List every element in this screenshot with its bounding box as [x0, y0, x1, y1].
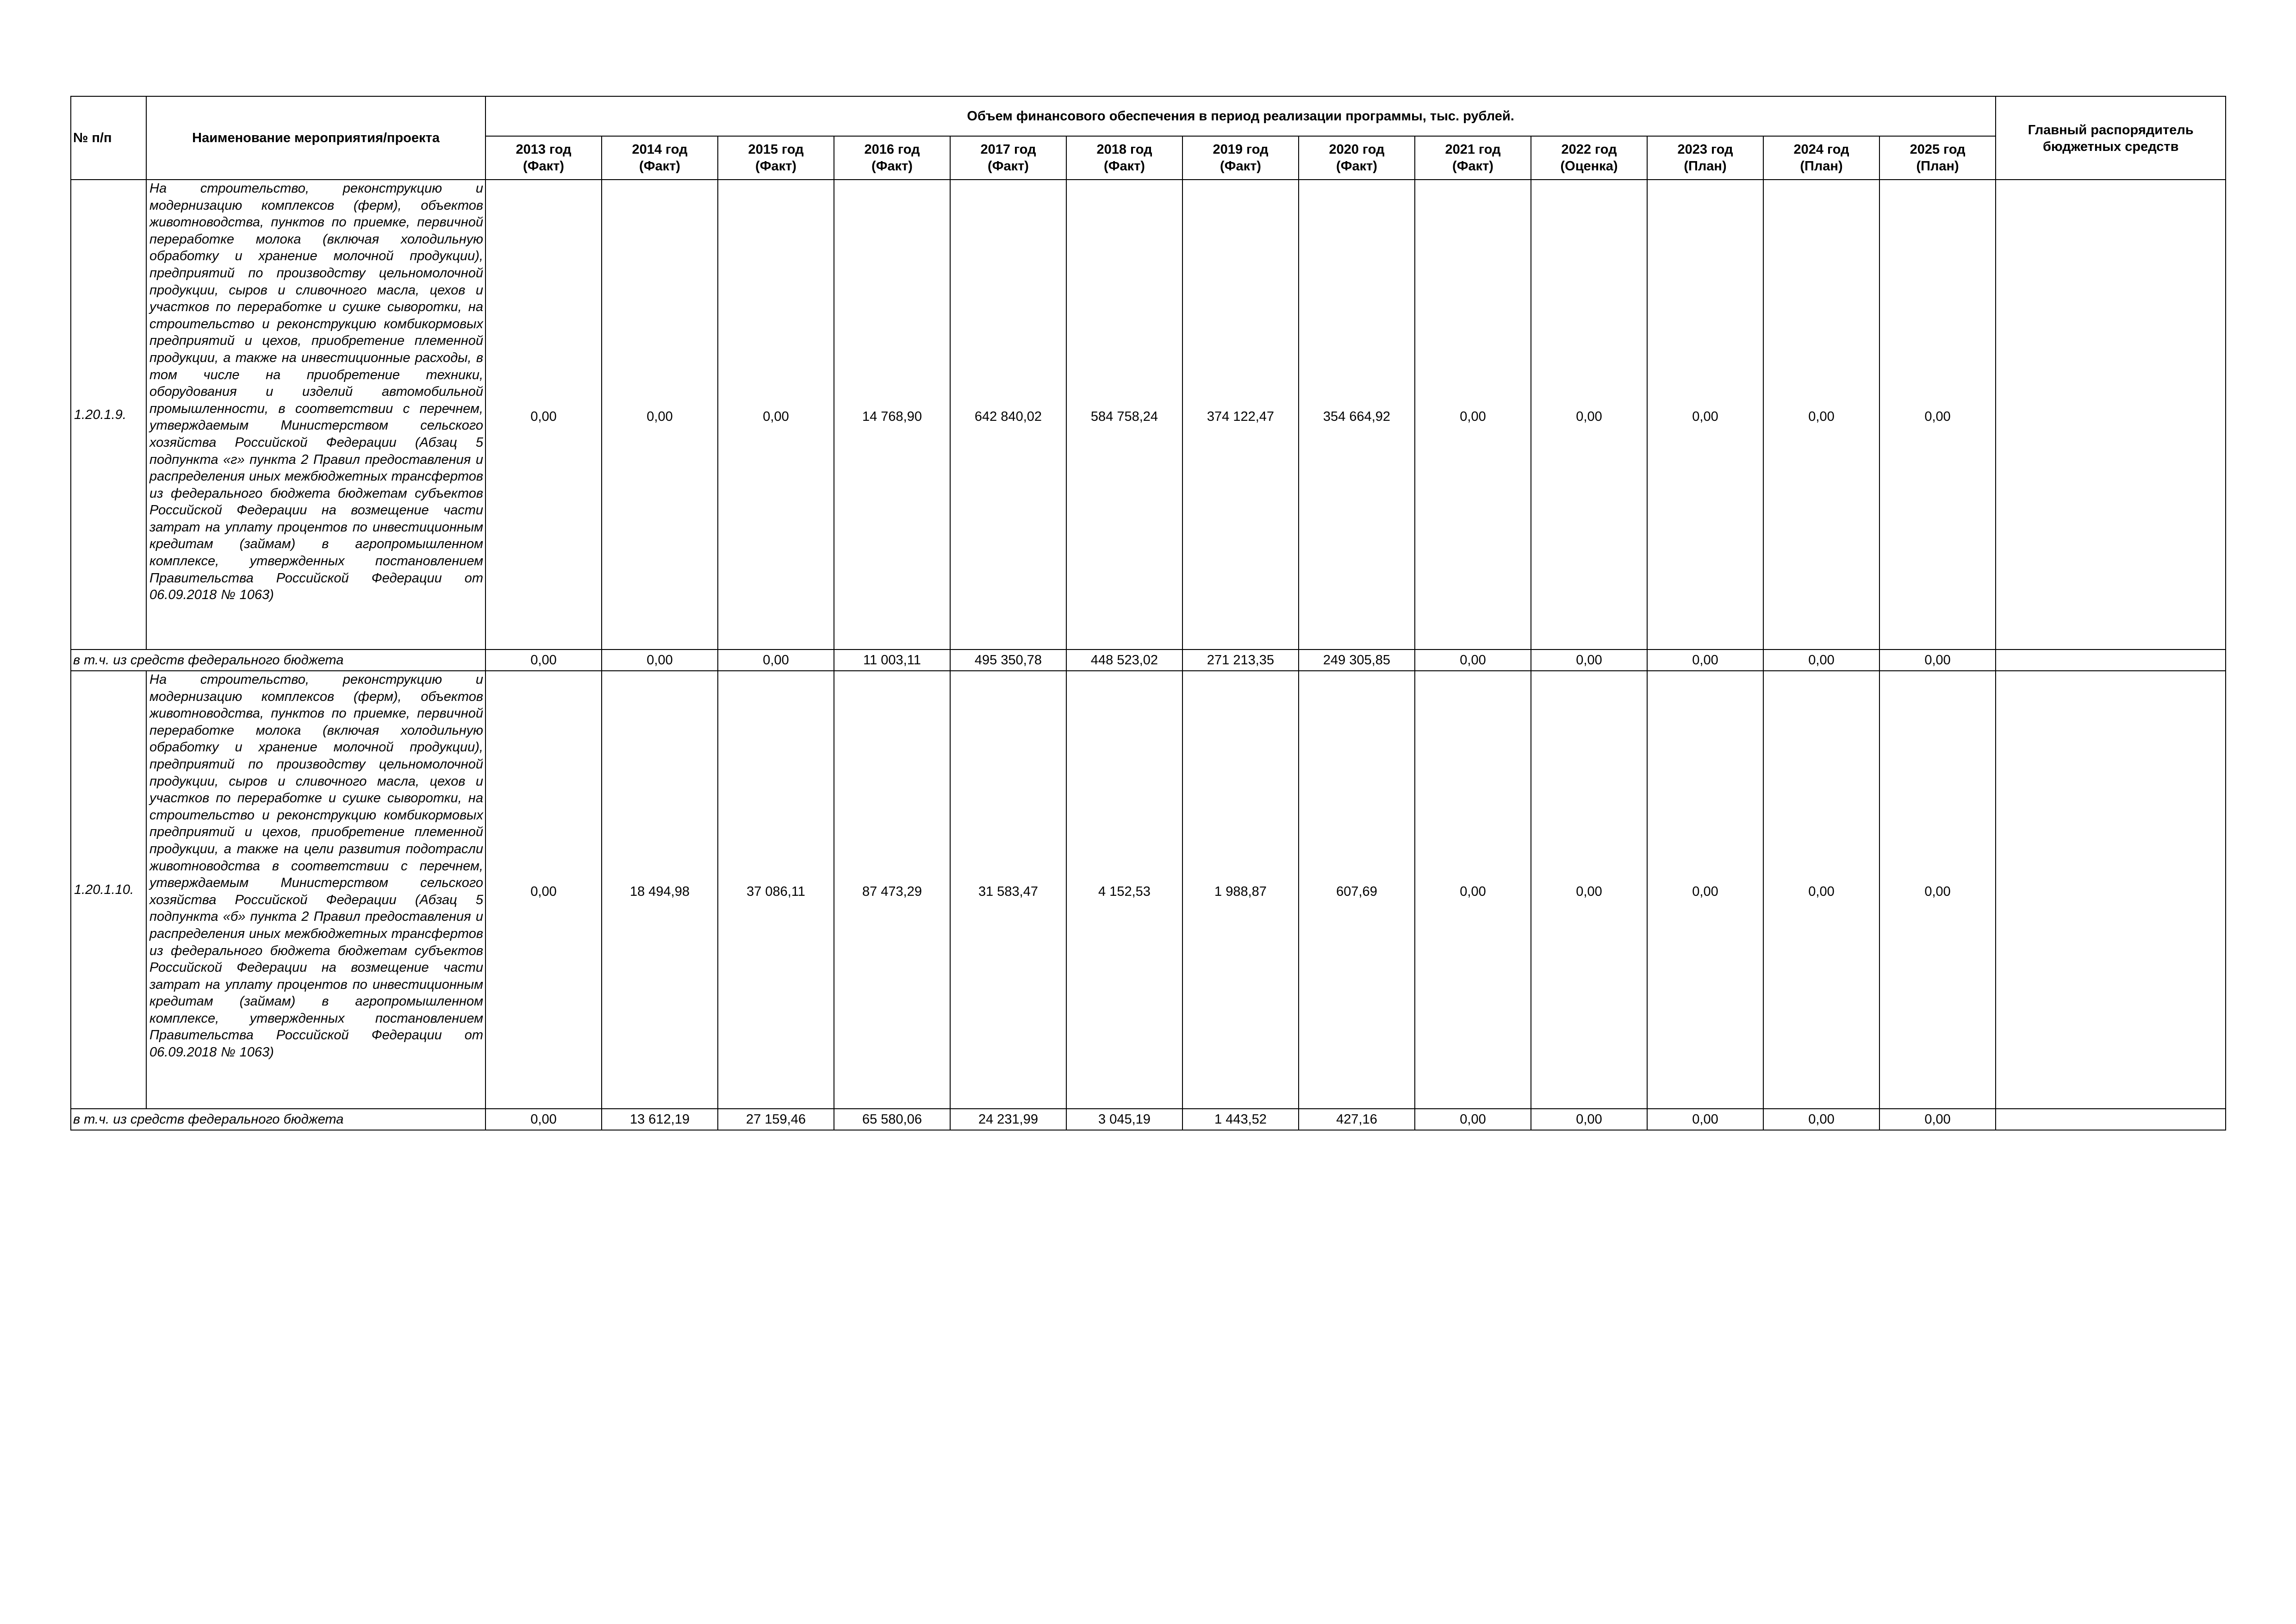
value-cell: 1 988,87 [1182, 671, 1299, 1109]
row-name: На строительство, реконструкцию и модернизацию комплексов (ферм), объектов животноводства, пунктов по приемке, первичной переработке молока (включая холодильную обработку и хранение молочной продукции), предприятий по производству цельномолочной продукции, сыров и сливочного масла, цехов и участков по переработке и сушке сыворотки, на строительство и реконструкцию комбикормовых предприятий и цехов, приобретение племенной продукции, а также на инвестиционные расходы, в том числе на приобретение техники, оборудования и изделий автомобильной промышленности, в соответствии с перечнем, утверждаемым Министерством сельского хозяйства Российской Федерации (Абзац 5 подпункта «г» пункта 2 Правил предоставления и распределения иных межбюджетных трансфертов из федерального бюджета бюджетам субъектов Российской Федерации на возмещение части затрат на уплату процентов по инвестиционным кредитам (займам) в агропромышленном комплексе, утвержденных постановлением Правительства Российской Федерации от 06.09.2018 № 1063) [146, 180, 485, 650]
federal-subrow [71, 1109, 2226, 1130]
value-cell: 642 840,02 [950, 180, 1066, 650]
federal-manager-cell [1996, 650, 2226, 671]
col-header-manager: Главный распорядитель бюджетных средств [1996, 96, 2226, 180]
col-header-year [602, 136, 718, 180]
federal-value-cell: 0,00 [1763, 650, 1879, 671]
federal-value-cell: 24 231,99 [950, 1109, 1066, 1130]
col-header-year [1066, 136, 1182, 180]
value-cell: 374 122,47 [1182, 180, 1299, 650]
year-label: 2018 год [1096, 142, 1152, 157]
col-header-year [950, 136, 1066, 180]
col-header-number: № п/п [71, 96, 146, 180]
federal-value-cell: 0,00 [718, 650, 834, 671]
value-cell: 0,00 [1415, 180, 1531, 650]
table-body [71, 180, 2226, 1130]
year-status: (Оценка) [1560, 159, 1618, 174]
year-label: 2020 год [1329, 142, 1385, 157]
federal-value-cell: 0,00 [1763, 1109, 1879, 1130]
federal-subrow-label: в т.ч. из средств федерального бюджета [71, 1109, 485, 1130]
federal-value-cell: 3 045,19 [1066, 1109, 1182, 1130]
row-number: 1.20.1.10. [71, 671, 146, 1109]
table-header [71, 96, 2226, 180]
federal-value-cell: 448 523,02 [1066, 650, 1182, 671]
table-row [71, 671, 2226, 1109]
value-cell: 31 583,47 [950, 671, 1066, 1109]
year-status: (Факт) [1336, 159, 1377, 174]
value-cell: 584 758,24 [1066, 180, 1182, 650]
federal-manager-cell [1996, 1109, 2226, 1130]
year-status: (Факт) [871, 159, 913, 174]
value-cell: 0,00 [1647, 180, 1763, 650]
year-status: (Факт) [755, 159, 796, 174]
federal-value-cell: 0,00 [1531, 1109, 1647, 1130]
federal-value-cell: 495 350,78 [950, 650, 1066, 671]
federal-subrow [71, 650, 2226, 671]
col-header-year [1763, 136, 1879, 180]
year-label: 2022 год [1561, 142, 1617, 157]
col-header-year [485, 136, 602, 180]
federal-value-cell: 0,00 [1531, 650, 1647, 671]
value-cell: 0,00 [1879, 671, 1996, 1109]
year-status: (Факт) [1220, 159, 1261, 174]
manager-cell [1996, 671, 2226, 1109]
col-header-year [718, 136, 834, 180]
value-cell: 0,00 [1763, 671, 1879, 1109]
federal-value-cell: 1 443,52 [1182, 1109, 1299, 1130]
value-cell: 14 768,90 [834, 180, 950, 650]
federal-value-cell: 65 580,06 [834, 1109, 950, 1130]
value-cell: 354 664,92 [1299, 180, 1415, 650]
federal-value-cell: 271 213,35 [1182, 650, 1299, 671]
federal-subrow-label: в т.ч. из средств федерального бюджета [71, 650, 485, 671]
year-status: (Факт) [523, 159, 564, 174]
col-header-year [834, 136, 950, 180]
col-header-name: Наименование мероприятия/проекта [146, 96, 485, 180]
value-cell: 37 086,11 [718, 671, 834, 1109]
year-status: (План) [1800, 159, 1843, 174]
federal-value-cell: 0,00 [485, 650, 602, 671]
federal-value-cell: 0,00 [1647, 650, 1763, 671]
col-header-year [1647, 136, 1763, 180]
federal-value-cell: 11 003,11 [834, 650, 950, 671]
federal-value-cell: 0,00 [1879, 1109, 1996, 1130]
col-header-year [1879, 136, 1996, 180]
federal-value-cell: 0,00 [602, 650, 718, 671]
col-header-year [1299, 136, 1415, 180]
financing-table [70, 96, 2226, 1131]
value-cell: 0,00 [1879, 180, 1996, 650]
year-label: 2015 год [748, 142, 804, 157]
manager-cell [1996, 180, 2226, 650]
year-status: (Факт) [1104, 159, 1145, 174]
value-cell: 0,00 [485, 671, 602, 1109]
year-status: (Факт) [988, 159, 1029, 174]
value-cell: 0,00 [602, 180, 718, 650]
federal-value-cell: 27 159,46 [718, 1109, 834, 1130]
value-cell: 0,00 [1531, 180, 1647, 650]
year-label: 2013 год [516, 142, 572, 157]
year-label: 2025 год [1910, 142, 1966, 157]
value-cell: 0,00 [1763, 180, 1879, 650]
value-cell: 0,00 [1531, 671, 1647, 1109]
value-cell: 4 152,53 [1066, 671, 1182, 1109]
value-cell: 0,00 [1647, 671, 1763, 1109]
federal-value-cell: 0,00 [1415, 1109, 1531, 1130]
federal-value-cell: 0,00 [1647, 1109, 1763, 1130]
year-status: (Факт) [1452, 159, 1493, 174]
federal-value-cell: 249 305,85 [1299, 650, 1415, 671]
col-header-year [1415, 136, 1531, 180]
year-status: (План) [1684, 159, 1727, 174]
table-row [71, 180, 2226, 650]
year-status: (Факт) [639, 159, 680, 174]
value-cell: 0,00 [718, 180, 834, 650]
year-label: 2017 год [980, 142, 1036, 157]
value-cell: 607,69 [1299, 671, 1415, 1109]
col-header-year [1531, 136, 1647, 180]
value-cell: 87 473,29 [834, 671, 950, 1109]
value-cell: 0,00 [485, 180, 602, 650]
value-cell: 0,00 [1415, 671, 1531, 1109]
year-label: 2016 год [864, 142, 920, 157]
col-header-volume: Объем финансового обеспечения в период реализации программы, тыс. рублей. [485, 96, 1996, 136]
federal-value-cell: 13 612,19 [602, 1109, 718, 1130]
value-cell: 18 494,98 [602, 671, 718, 1109]
row-name: На строительство, реконструкцию и модернизацию комплексов (ферм), объектов животноводства, пунктов по приемке, первичной переработке молока (включая холодильную обработку и хранение молочной продукции), предприятий по производству цельномолочной продукции, сыров и сливочного масла, цехов и участков по переработке и сушке сыворотки, на строительство и реконструкцию комбикормовых предприятий и цехов, приобретение племенной продукции, а также на цели развития подотрасли животноводства в соответствии с перечнем, утверждаемым Министерством сельского хозяйства Российской Федерации (Абзац 5 подпункта «б» пункта 2 Правил предоставления и распределения иных межбюджетных трансфертов из федерального бюджета бюджетам субъектов Российской Федерации на возмещение части затрат на уплату процентов по инвестиционным кредитам (займам) в агропромышленном комплексе, утвержденных постановлением Правительства Российской Федерации от 06.09.2018 № 1063) [146, 671, 485, 1109]
year-label: 2023 год [1677, 142, 1733, 157]
row-number: 1.20.1.9. [71, 180, 146, 650]
year-label: 2024 год [1793, 142, 1849, 157]
federal-value-cell: 0,00 [1879, 650, 1996, 671]
federal-value-cell: 0,00 [485, 1109, 602, 1130]
year-label: 2021 год [1445, 142, 1501, 157]
federal-value-cell: 427,16 [1299, 1109, 1415, 1130]
federal-value-cell: 0,00 [1415, 650, 1531, 671]
year-label: 2014 год [632, 142, 688, 157]
year-label: 2019 год [1213, 142, 1269, 157]
year-status: (План) [1916, 159, 1959, 174]
col-header-year [1182, 136, 1299, 180]
